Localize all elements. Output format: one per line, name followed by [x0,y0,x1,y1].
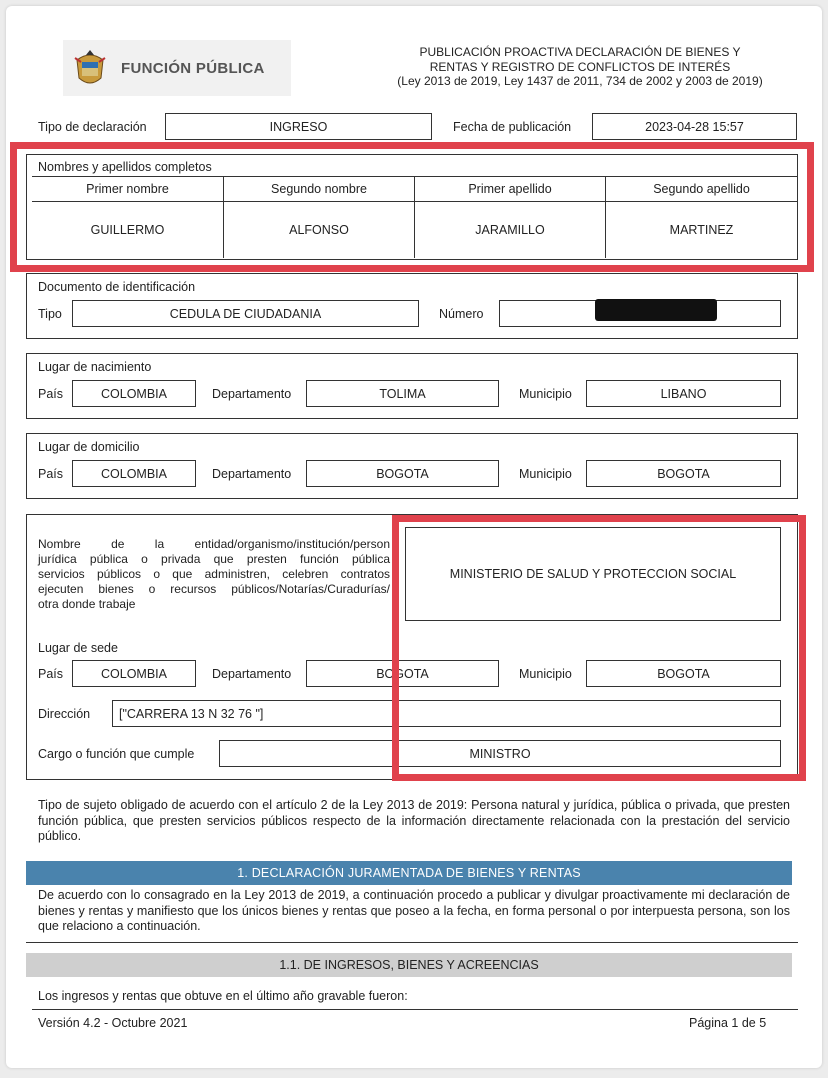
header-first-surname: Primer apellido [414,176,605,202]
title-line-2: RENTAS Y REGISTRO DE CONFLICTOS DE INTERÉS [429,59,731,74]
section-1-1-header: 1.1. DE INGRESOS, BIENES Y ACREENCIAS [26,953,792,977]
value-first-name: GUILLERMO [90,223,165,237]
footer-divider [32,1009,798,1010]
birth-department-field: TOLIMA [306,380,499,407]
birth-department-label: Departamento [212,387,292,401]
section-1-divider [26,942,798,943]
employer-description-line-1: Nombre de la entidad/organismo/institución/person [38,537,390,551]
subject-type-paragraph: Tipo de sujeto obligado de acuerdo con el artículo 2 de la Ley 2013 de 2019: Persona natural y jurídica, pública o privada, que presten función pública, que presten servicios públicos respecto de la información directamente relacionada con la prestación del servicio público. [38,798,790,843]
seat-municipality-label: Municipio [519,667,572,681]
employer-description-line-2: jurídica pública o privada que presten función pública [38,552,390,566]
residence-country-label: País [38,467,64,481]
header-second-name: Segundo nombre [223,176,414,202]
residence-country-field: COLOMBIA [72,460,196,487]
residence-department-label: Departamento [212,467,292,481]
section-1-header: 1. DECLARACIÓN JURAMENTADA DE BIENES Y RENTAS [26,861,792,885]
declaration-type-field: INGRESO [165,113,432,140]
id-type-field: CEDULA DE CIUDADANIA [72,300,419,327]
birth-municipality-field: LIBANO [586,380,781,407]
header-first-name: Primer nombre [32,176,223,202]
address-label: Dirección [38,707,91,721]
position-field: MINISTRO [219,740,781,767]
residence-municipality-field: BOGOTA [586,460,781,487]
redaction-bar [595,299,717,321]
seat-section-label: Lugar de sede [38,641,118,655]
birth-country-label: País [38,387,64,401]
id-number-label: Número [439,307,484,321]
seat-department-field: BOGOTA [306,660,499,687]
employer-description-line-3: servicios públicos o que administren, celebren contratos [38,567,390,581]
highlight-box-employer [392,515,806,781]
seat-municipality-field: BOGOTA [586,660,781,687]
title-line-3: (Ley 2013 de 2019, Ley 1437 de 2011, 734 de 2002 y 2003 de 2019) [397,74,763,88]
logo-text: FUNCIÓN PÚBLICA [121,59,265,77]
function-publica-logo [63,40,291,96]
declaration-type-label: Tipo de declaración [38,120,147,134]
value-second-surname: MARTINEZ [605,202,797,258]
employer-description-line-4: ejecuten bienes o recursos públicos/Notarías/Curadurías/ [38,582,390,596]
coat-of-arms-icon [73,48,107,88]
section-1-1-text: Los ingresos y rentas que obtuve en el último año gravable fueron: [38,989,408,1003]
residence-department-field: BOGOTA [306,460,499,487]
seat-country-label: País [38,667,64,681]
section-1-paragraph: De acuerdo con lo consagrado en la Ley 2013 de 2019, a continuación procedo a publicar y divulgar proactivamente mi declaración de bienes y rentas y manifiesto que los únicos bienes y rentas que poseo a la fecha, en forma personal o por interpuesta persona, son los que relaciono a continuación. [38,888,790,933]
position-label: Cargo o función que cumple [38,747,195,761]
value-second-name: ALFONSO [223,202,414,258]
highlight-box-names [10,142,814,272]
id-type-label: Tipo [38,307,62,321]
header-second-surname: Segundo apellido [605,176,797,202]
identification-section-label: Documento de identificación [38,280,196,294]
birthplace-section-label: Lugar de nacimiento [38,360,152,374]
publication-date-label: Fecha de publicación [453,120,572,134]
residence-section-label: Lugar de domicilio [38,440,140,454]
employer-description [38,537,390,612]
value-first-surname: JARAMILLO [414,202,605,258]
publication-date-field: 2023-04-28 15:57 [592,113,797,140]
names-section-label: Nombres y apellidos completos [38,160,212,174]
address-field: ["CARRERA 13 N 32 76 "] [112,700,781,727]
seat-country-field: COLOMBIA [72,660,196,687]
footer-version: Versión 4.2 - Octubre 2021 [38,1016,188,1030]
footer-page-number: Página 1 de 5 [689,1016,767,1030]
residence-municipality-label: Municipio [519,467,572,481]
publication-title [370,45,790,89]
seat-department-label: Departamento [212,667,292,681]
employer-entity-field: MINISTERIO DE SALUD Y PROTECCION SOCIAL [405,527,781,621]
employer-description-line-5: otra donde trabaje [38,597,136,611]
title-line-1: PUBLICACIÓN PROACTIVA DECLARACIÓN DE BIENES Y [419,45,741,59]
birth-municipality-label: Municipio [519,387,572,401]
birth-country-field: COLOMBIA [72,380,196,407]
